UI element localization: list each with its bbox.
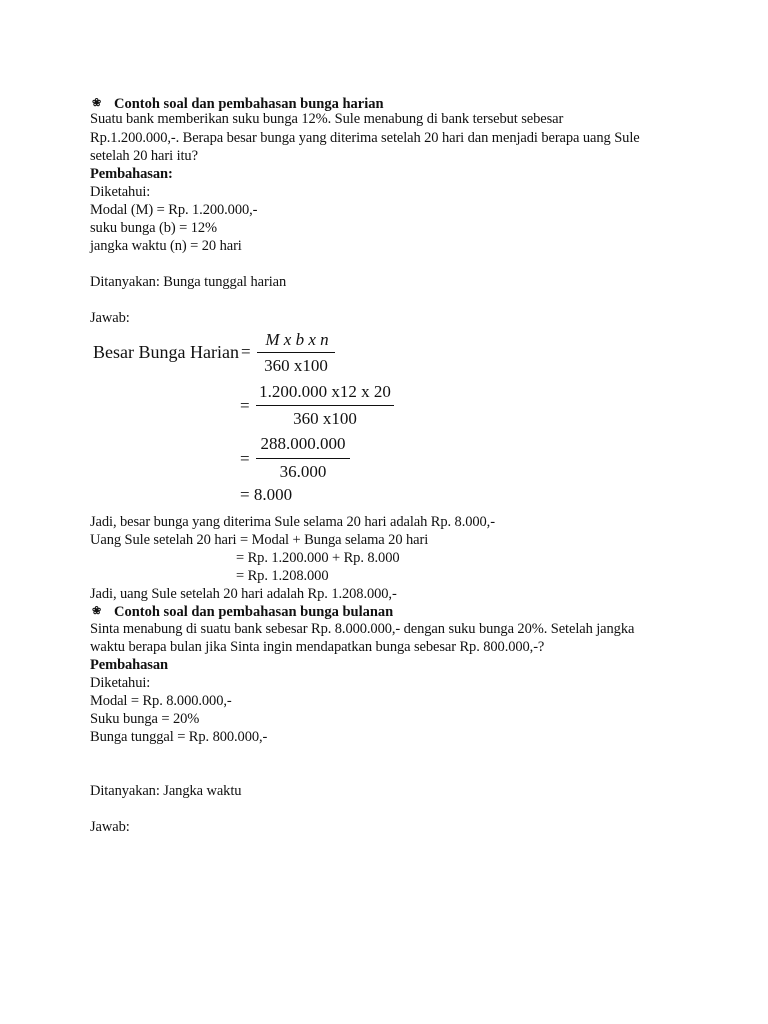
section2-problem-line1: Sinta menabung di suatu bank sebesar Rp. 8.000.000,- dengan suku bunga 20%. Setelah jangka bbox=[90, 621, 635, 637]
section1-money-line1: Uang Sule setelah 20 hari = Modal + Bunga selama 20 hari bbox=[90, 532, 429, 548]
section1-heading: Contoh soal dan pembahasan bunga harian bbox=[114, 96, 384, 112]
formula-step2-numerator: 1.200.000 x12 x 20 bbox=[259, 382, 391, 401]
section1-known-suku-bunga: suku bunga (b) = 12% bbox=[90, 220, 217, 236]
section1-conclusion2: Jadi, uang Sule setelah 20 hari adalah Rp. 1.208.000,- bbox=[90, 586, 397, 602]
section2-heading: Contoh soal dan pembahasan bunga bulanan bbox=[114, 604, 394, 620]
formula-result: = 8.000 bbox=[240, 485, 293, 504]
section1-money-line2: = Rp. 1.200.000 + Rp. 8.000 bbox=[236, 550, 400, 566]
section2-diketahui-label: Diketahui: bbox=[90, 675, 151, 691]
formula-step3-denominator: 36.000 bbox=[279, 462, 327, 481]
formula-eq-1: = bbox=[241, 342, 251, 361]
section1-pembahasan-label: Pembahasan: bbox=[90, 166, 173, 182]
formula-step2-denominator: 360 x100 bbox=[293, 409, 357, 428]
formula-step3-bar bbox=[256, 458, 350, 459]
formula-step3-numerator: 288.000.000 bbox=[260, 434, 346, 453]
section1-diketahui-label: Diketahui: bbox=[90, 184, 151, 200]
formula-step2-bar bbox=[256, 405, 394, 406]
section1-known-modal: Modal (M) = Rp. 1.200.000,- bbox=[90, 202, 258, 218]
section1-problem-line3: setelah 20 hari itu? bbox=[90, 148, 198, 164]
formula-lhs: Besar Bunga Harian bbox=[93, 342, 239, 362]
section1-conclusion1: Jadi, besar bunga yang diterima Sule selama 20 hari adalah Rp. 8.000,- bbox=[90, 514, 495, 530]
section1-jawab: Jawab: bbox=[90, 310, 130, 326]
section2-known-modal: Modal = Rp. 8.000.000,- bbox=[90, 693, 232, 709]
section2-known-suku-bunga: Suku bunga = 20% bbox=[90, 711, 200, 727]
section1-money-line3: = Rp. 1.208.000 bbox=[236, 568, 329, 584]
section2-jawab: Jawab: bbox=[90, 819, 130, 835]
section1-problem-line1: Suatu bank memberikan suku bunga 12%. Sule menabung di bank tersebut sebesar bbox=[90, 111, 564, 127]
section1-known-jangka-waktu: jangka waktu (n) = 20 hari bbox=[90, 238, 242, 254]
formula-step1-denominator: 360 x100 bbox=[264, 356, 328, 375]
section2-heading-row bbox=[92, 602, 393, 621]
formula-eq-3: = bbox=[240, 449, 250, 468]
bullet-icon: ❀ bbox=[92, 97, 102, 109]
bullet-icon: ❀ bbox=[92, 605, 102, 617]
section2-ditanyakan: Ditanyakan: Jangka waktu bbox=[90, 783, 242, 799]
section2-pembahasan-label: Pembahasan bbox=[90, 657, 168, 673]
section2-known-bunga-tunggal: Bunga tunggal = Rp. 800.000,- bbox=[90, 729, 268, 745]
section1-ditanyakan: Ditanyakan: Bunga tunggal harian bbox=[90, 274, 287, 290]
formula-step1-numerator: M x b x n bbox=[265, 330, 329, 349]
formula-step1-bar bbox=[257, 352, 335, 353]
formula-eq-2: = bbox=[240, 396, 250, 415]
section2-problem-line2: waktu berapa bulan jika Sinta ingin mendapatkan bunga sebesar Rp. 800.000,-? bbox=[90, 639, 545, 655]
section1-problem-line2: Rp.1.200.000,-. Berapa besar bunga yang diterima setelah 20 hari dan menjadi berapa uang Sule bbox=[90, 130, 640, 146]
